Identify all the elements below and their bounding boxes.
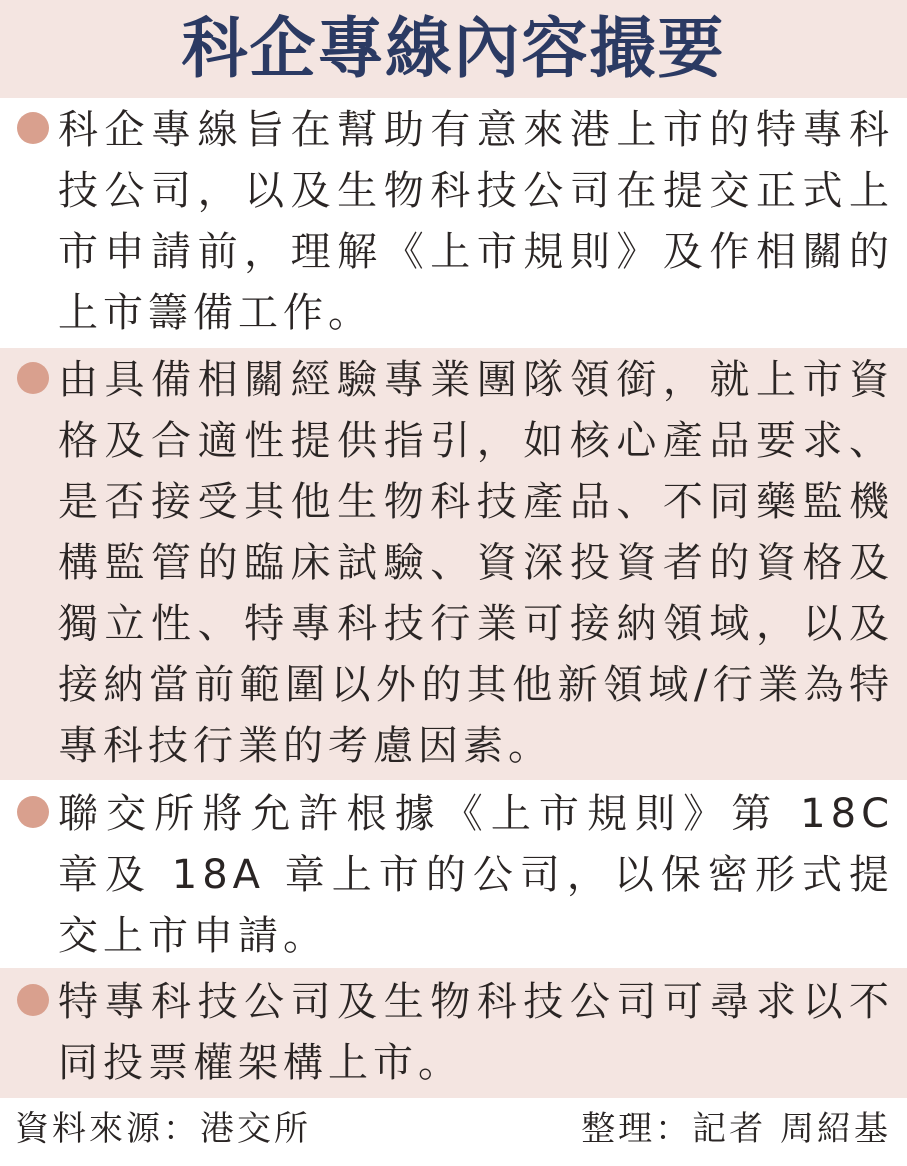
list-item-text: 由具備相關經驗專業團隊領銜，就上市資格及合適性提供指引，如核心產品要求、是否接受其他生物科技產品、不同藥監機構監管的臨床試驗、資深投資者的資格及獨立性、特專科技行業可接納領域，以及接納當前範圍以外的其他新領域/行業為特專科技行業的考慮因素。	[58, 357, 894, 769]
bullet-dot-icon	[17, 796, 49, 828]
list-item-text: 特專科技公司及生物科技公司可尋求以不同投票權架構上市。	[58, 979, 894, 1086]
title-bar	[0, 0, 907, 98]
list-item	[0, 780, 907, 968]
list-item-text: 科企專線旨在幫助有意來港上市的特專科技公司，以及生物科技公司在提交正式上市申請前，理解《上市規則》及作相關的上市籌備工作。	[58, 107, 894, 336]
source-credit: 資料來源：港交所	[15, 1109, 311, 1149]
list-item	[0, 348, 907, 780]
list-item	[0, 98, 907, 348]
list-item	[0, 968, 907, 1098]
editor-credit: 整理：記者 周紹基	[581, 1109, 891, 1149]
page-title: 科企專線內容撮要	[181, 10, 726, 87]
list-item-text: 聯交所將允許根據《上市規則》第 18C 章及 18A 章上市的公司，以保密形式提交上市申請。	[58, 791, 894, 959]
bullet-dot-icon	[17, 984, 49, 1016]
bullet-dot-icon	[17, 112, 49, 144]
footer	[0, 1098, 907, 1166]
bullet-dot-icon	[17, 362, 49, 394]
